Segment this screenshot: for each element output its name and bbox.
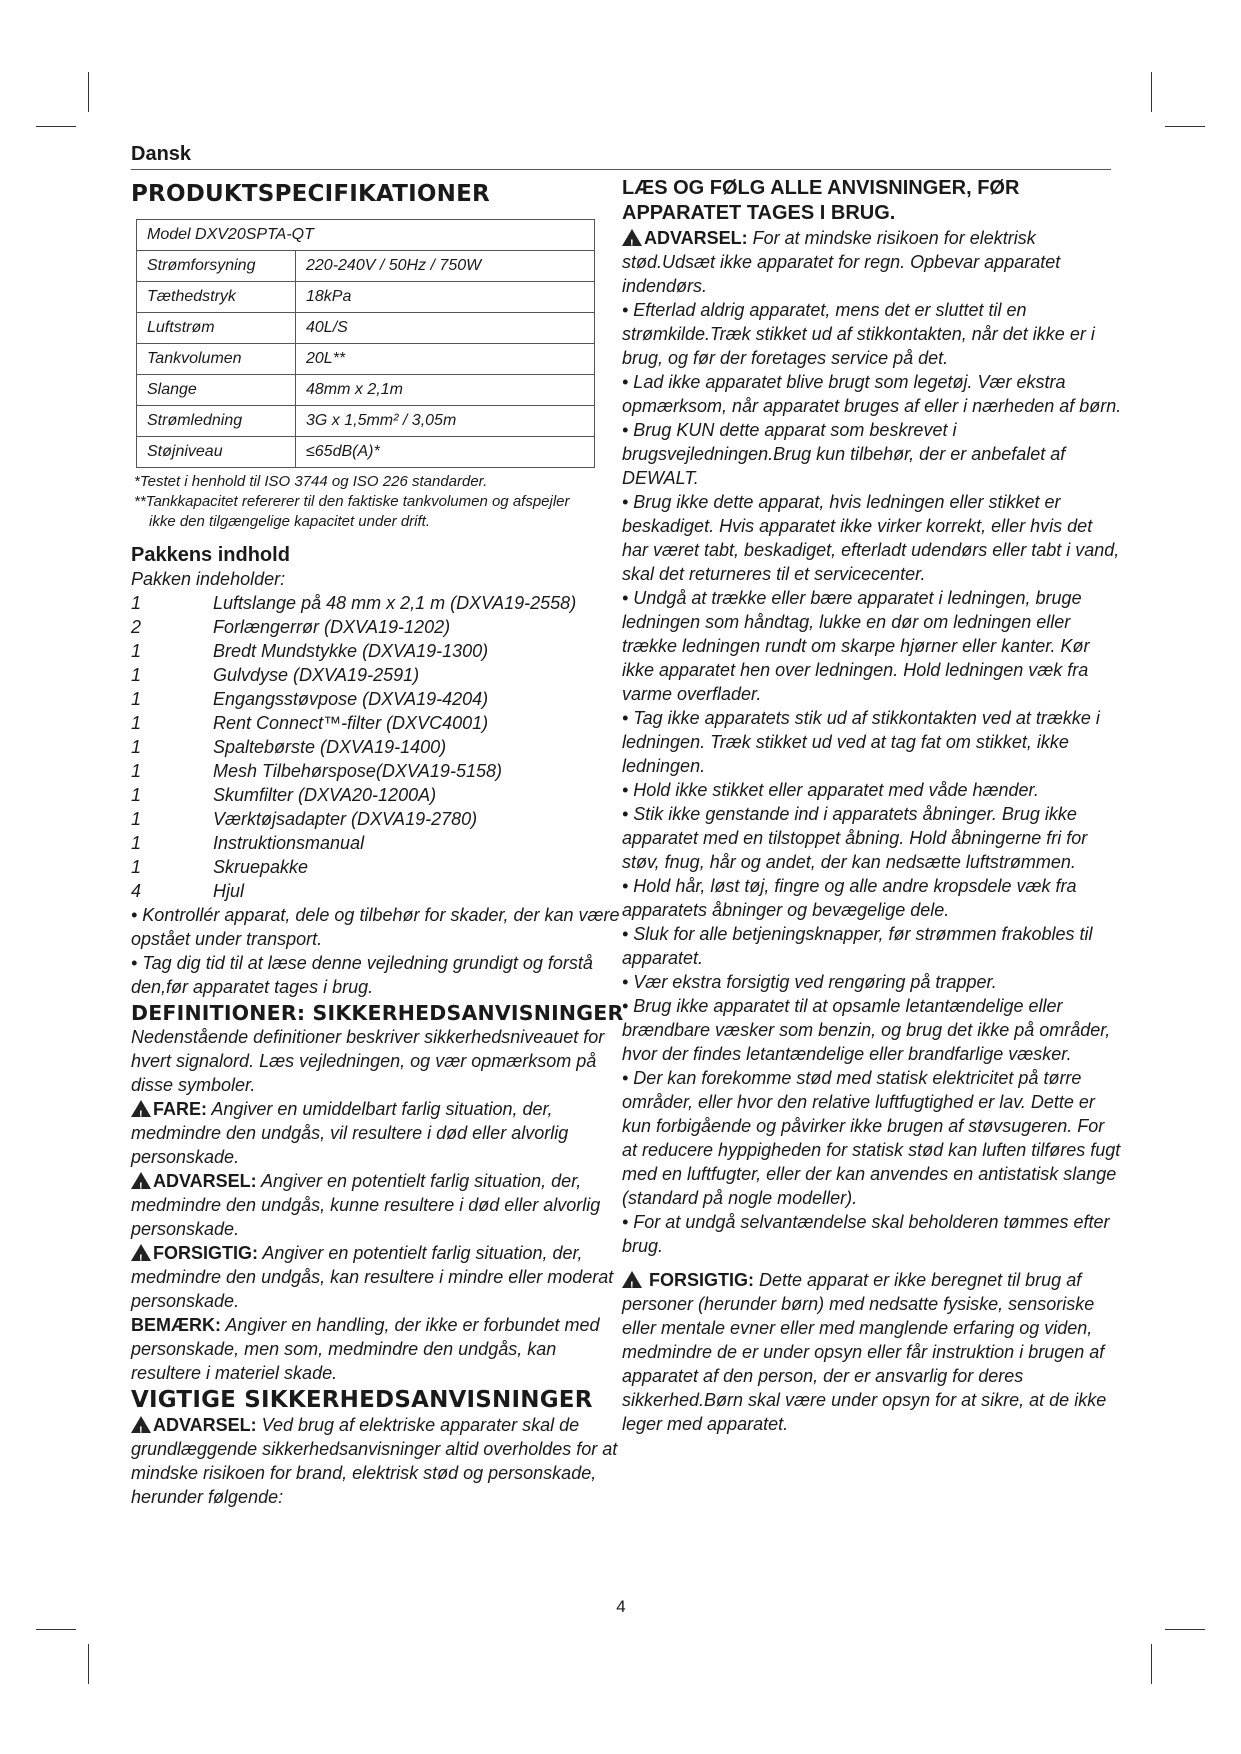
fare-label: FARE:	[153, 1099, 207, 1119]
important-safety-title: VIGTIGE SIKKERHEDSANVISNINGER	[131, 1387, 593, 1413]
spec-value: 18kPa	[296, 282, 595, 313]
spec-key: Slange	[137, 375, 296, 406]
spec-value: 20L**	[296, 344, 595, 375]
safety-bullet: • Tag ikke apparatets stik ud af stikkontakten ved at trække i ledningen. Træk stikket ud ved at tag fat om stikket, ikke ledningen.	[622, 708, 1100, 776]
bemaerk-label: BEMÆRK:	[131, 1315, 221, 1335]
safety-bullet: • Lad ikke apparatet blive brugt som legetøj. Vær ekstra opmærksom, når apparatet bruges af eller i nærheden af børn.	[622, 372, 1122, 416]
item-qty: 1	[131, 785, 142, 805]
item-text: Skumfilter (DXVA20-1200A)	[213, 785, 437, 805]
safety-bullet: • Efterlad aldrig apparatet, mens det er sluttet til en strømkilde.Træk stikket ud af stikkontakten, når det ikke er i brug, og før der foretages service på det.	[622, 300, 1095, 368]
item-text: Forlængerrør (DXVA19-1202)	[213, 617, 451, 637]
list-item	[131, 783, 621, 807]
list-item	[131, 687, 621, 711]
warning-icon	[131, 1244, 151, 1261]
item-qty: 1	[131, 809, 142, 829]
adv-label: ADVARSEL:	[644, 228, 748, 248]
item-text: Skruepakke	[213, 857, 309, 877]
safety-bullet: • Hold hår, løst tøj, fingre og alle andre kropsdele væk fra apparatets åbninger og bevægelige dele.	[622, 876, 1077, 920]
crop-mark	[88, 72, 89, 112]
warning-icon	[622, 1271, 642, 1288]
spec-key: Strømforsyning	[137, 251, 296, 282]
bemaerk-definition	[131, 1313, 621, 1385]
table-row	[137, 437, 595, 468]
safety-bullet: • Brug KUN dette apparat som beskrevet i brugsvejledningen.Brug kun tilbehør, der er anbefalet af DEWALT.	[622, 420, 1066, 488]
right-column	[622, 176, 1122, 1436]
item-text: Gulvdyse (DXVA19-2591)	[213, 665, 420, 685]
definitions-intro: Nedenstående definitioner beskriver sikkerhedsniveauet for hvert signalord. Læs vejledningen, og vær opmærksom på disse symboler.	[131, 1027, 605, 1095]
safety-bullet: • Undgå at trække eller bære apparatet i ledningen, bruge ledningen som håndtag, lukke en dør om ledningen eller trække ledningen rundt om skarpe hjørner eller kanter. Kør ikke apparatet hen over ledningen. Hold ledningen væk fra varme overflader.	[622, 588, 1090, 704]
list-item	[131, 831, 621, 855]
spec-key: Strømledning	[137, 406, 296, 437]
item-qty: 1	[131, 713, 142, 733]
vigtige-text: Ved brug af elektriske apparater skal de grundlæggende sikkerhedsanvisninger altid overholdes for at mindske risikoen for brand, elektrisk stød og personskade, herunder følgende:	[131, 1415, 618, 1507]
crop-mark	[1151, 1644, 1152, 1684]
list-item	[131, 855, 621, 879]
language-header: Dansk	[131, 143, 192, 165]
table-row	[137, 251, 595, 282]
safety-bullet: • Stik ikke genstande ind i apparatets åbninger. Brug ikke apparatet med en tilstoppet åbning. Hold åbningerne fri for støv, fnug, hår og andet, der kan nedsætte luftstrømmen.	[622, 804, 1088, 872]
item-qty: 1	[131, 857, 142, 877]
item-text: Instruktionsmanual	[213, 833, 365, 853]
item-text: Spaltebørste (DXVA19-1400)	[213, 737, 447, 757]
item-qty: 2	[131, 617, 142, 637]
table-row	[137, 313, 595, 344]
pack-list	[131, 591, 621, 903]
bemaerk-text: Angiver en handling, der ikke er forbundet med personskade, men som, medmindre den undgås, kan resultere i materiel skade.	[131, 1315, 600, 1383]
table-row	[137, 282, 595, 313]
table-row	[137, 344, 595, 375]
footnote: **Tankkapacitet refererer til den faktiske tankvolumen og afspejler	[134, 493, 570, 510]
item-text: Engangsstøvpose (DXVA19-4204)	[213, 689, 489, 709]
pack-intro: Pakken indeholder:	[131, 569, 286, 589]
spec-value: 220-240V / 50Hz / 750W	[296, 251, 595, 282]
fare-definition	[131, 1097, 621, 1169]
table-row	[137, 220, 595, 251]
pack-note: • Kontrollér apparat, dele og tilbehør for skader, der kan være opstået under transport.	[131, 905, 620, 949]
safety-bullet: • Brug ikke apparatet til at opsamle letantændelige eller brændbare væsker som benzin, og brug det ikke på områder, hvor der findes letantændelige eller brandfarlige væsker.	[622, 996, 1111, 1064]
footnote: ikke den tilgængelige kapacitet under drift.	[149, 513, 431, 530]
spec-value: 3G x 1,5mm² / 3,05m	[296, 406, 595, 437]
list-item	[131, 879, 621, 903]
footnote: *Testet i henhold til ISO 3744 og ISO 226 standarder.	[134, 473, 488, 490]
crop-mark	[1151, 72, 1152, 112]
list-item	[131, 591, 621, 615]
spec-model: Model DXV20SPTA-QT	[137, 220, 595, 251]
pack-title: Pakkens indhold	[131, 544, 290, 566]
item-text: Luftslange på 48 mm x 2,1 m (DXVA19-2558)	[213, 593, 577, 613]
caution-paragraph	[622, 1268, 1122, 1436]
item-qty: 1	[131, 665, 142, 685]
item-text: Rent Connect™-filter (DXVC4001)	[213, 713, 489, 733]
list-item	[131, 639, 621, 663]
safety-bullet: • Sluk for alle betjeningsknapper, før strømmen frakobles til apparatet.	[622, 924, 1093, 968]
item-qty: 1	[131, 641, 142, 661]
read-follow-title: LÆS OG FØLG ALLE ANVISNINGER, FØR APPARATET TAGES I BRUG.	[622, 177, 1020, 224]
definitions-title: DEFINITIONER: SIKKERHEDSANVISNINGER	[131, 1001, 624, 1025]
list-item	[131, 663, 621, 687]
safety-bullet: • Vær ekstra forsigtig ved rengøring på trapper.	[622, 972, 997, 992]
advarsel-definition	[131, 1169, 621, 1241]
adv-text: For at mindske risikoen for elektrisk stød.Udsæt ikke apparatet for regn. Opbevar apparatet indendørs.	[622, 228, 1061, 296]
electric-shock-warning	[622, 226, 1122, 298]
spec-table	[136, 219, 595, 468]
crop-mark	[1165, 126, 1205, 127]
important-safety-warning	[131, 1413, 621, 1509]
crop-mark	[36, 126, 76, 127]
item-text: Bredt Mundstykke (DXVA19-1300)	[213, 641, 489, 661]
item-qty: 1	[131, 593, 142, 613]
spec-value: ≤65dB(A)*	[296, 437, 595, 468]
safety-bullet: • Der kan forekomme stød med statisk elektricitet på tørre områder, eller hvor den relative luftfugtighed er lav. Dette er kun forbigående og påvirker ikke brugen af støvsugeren. For at reducere hyppigheden for statisk stød kan luften tilføres fugt med en luftfugter, eller der kan anvendes en antistatisk slange (standard på nogle modeller).	[622, 1068, 1121, 1208]
item-text: Hjul	[213, 881, 245, 901]
left-column	[131, 176, 624, 1509]
list-item	[131, 735, 621, 759]
forsigtig-definition	[131, 1241, 621, 1313]
item-qty: 1	[131, 689, 142, 709]
advarsel-label: ADVARSEL:	[153, 1171, 257, 1191]
crop-mark	[36, 1629, 76, 1630]
page-number: 4	[616, 1597, 626, 1616]
spec-key: Luftstrøm	[137, 313, 296, 344]
forsigtig-text: Angiver en potentielt farlig situation, der, medmindre den undgås, kan resultere i mindre eller moderat personskade.	[131, 1243, 614, 1311]
warning-icon	[131, 1100, 151, 1117]
pack-note: • Tag dig tid til at læse denne vejledning grundigt og forstå den,før apparatet tages i brug.	[131, 953, 593, 997]
spec-key: Støjniveau	[137, 437, 296, 468]
crop-mark	[88, 1644, 89, 1684]
spec-key: Tæthedstryk	[137, 282, 296, 313]
item-qty: 4	[131, 881, 142, 901]
warning-icon	[131, 1416, 151, 1433]
header-rule	[131, 169, 1111, 170]
list-item	[131, 759, 621, 783]
spec-value: 48mm x 2,1m	[296, 375, 595, 406]
crop-mark	[1165, 1629, 1205, 1630]
fors-label: FORSIGTIG:	[649, 1270, 755, 1290]
list-item	[131, 615, 621, 639]
spec-value: 40L/S	[296, 313, 595, 344]
item-text: Værktøjsadapter (DXVA19-2780)	[213, 809, 478, 829]
safety-bullet: • Hold ikke stikket eller apparatet med våde hænder.	[622, 780, 1039, 800]
item-text: Mesh Tilbehørspose(DXVA19-5158)	[213, 761, 502, 781]
warning-icon	[622, 229, 642, 246]
vigtige-label: ADVARSEL:	[153, 1415, 257, 1435]
spec-key: Tankvolumen	[137, 344, 296, 375]
safety-bullet: • For at undgå selvantændelse skal beholderen tømmes efter brug.	[622, 1212, 1110, 1256]
warning-icon	[131, 1172, 151, 1189]
forsigtig-label: FORSIGTIG:	[153, 1243, 258, 1263]
item-qty: 1	[131, 833, 142, 853]
list-item	[131, 807, 621, 831]
advarsel-text: Angiver en potentielt farlig situation, der, medmindre den undgås, kunne resultere i død eller alvorlig personskade.	[131, 1171, 601, 1239]
table-row	[137, 375, 595, 406]
spec-title: PRODUKTSPECIFIKATIONER	[131, 181, 490, 207]
list-item	[131, 711, 621, 735]
item-qty: 1	[131, 761, 142, 781]
table-row	[137, 406, 595, 437]
item-qty: 1	[131, 737, 142, 757]
fare-text: Angiver en umiddelbart farlig situation, der, medmindre den undgås, vil resultere i død eller alvorlig personskade.	[131, 1099, 569, 1167]
fors-text: Dette apparat er ikke beregnet til brug af personer (herunder børn) med nedsatte fysiske, sensoriske eller mentale evner eller med manglende erfaring og viden, medmindre de er under opsyn eller får instruktion i brugen af apparatet af den person, der er ansvarlig for deres sikkerhed.Børn skal være under opsyn for at sikre, at de ikke leger med apparatet.	[622, 1270, 1107, 1434]
safety-bullet: • Brug ikke dette apparat, hvis ledningen eller stikket er beskadiget. Hvis apparatet ikke virker korrekt, eller hvis det har været tabt, beskadiget, efterladt udendørs eller tabt i vand, skal det returneres til et servicecenter.	[622, 492, 1120, 584]
